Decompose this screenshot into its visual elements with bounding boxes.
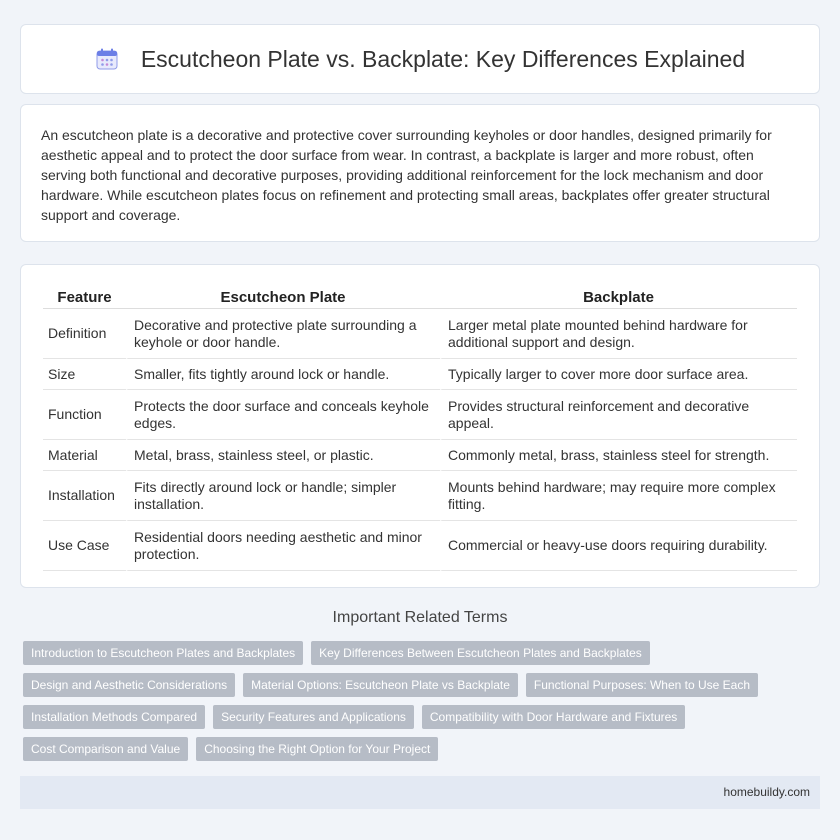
- cell-escutcheon: Residential doors needing aesthetic and minor protection.: [126, 521, 440, 571]
- comparison-table-card: [20, 264, 820, 588]
- calendar-icon: [95, 47, 119, 71]
- footer: [20, 776, 820, 809]
- page-title: Escutcheon Plate vs. Backplate: Key Differences Explained: [140, 45, 746, 72]
- related-term-tag[interactable]: Material Options: Escutcheon Plate vs Backplate: [243, 673, 518, 697]
- table-row: [43, 471, 797, 521]
- cell-escutcheon: Smaller, fits tightly around lock or handle.: [126, 359, 440, 390]
- cell-backplate: Commercial or heavy-use doors requiring durability.: [440, 521, 797, 571]
- cell-feature: Function: [43, 390, 126, 440]
- related-terms-tags: [23, 641, 823, 769]
- header-feature: Feature: [43, 283, 126, 309]
- cell-backplate: Larger metal plate mounted behind hardware for additional support and design.: [440, 309, 797, 359]
- cell-backplate: Mounts behind hardware; may require more complex fitting.: [440, 471, 797, 521]
- related-term-tag[interactable]: Functional Purposes: When to Use Each: [526, 673, 758, 697]
- footer-site[interactable]: homebuildy.com: [723, 785, 810, 799]
- cell-escutcheon: Fits directly around lock or handle; simpler installation.: [126, 471, 440, 521]
- table-row: [43, 309, 797, 359]
- cell-feature: Definition: [43, 309, 126, 359]
- cell-escutcheon: Metal, brass, stainless steel, or plastic.: [126, 440, 440, 471]
- related-term-tag[interactable]: Security Features and Applications: [213, 705, 414, 729]
- table-row: [43, 390, 797, 440]
- cell-backplate: Provides structural reinforcement and decorative appeal.: [440, 390, 797, 440]
- cell-feature: Size: [43, 359, 126, 390]
- intro-text: An escutcheon plate is a decorative and protective cover surrounding keyholes or door handles, designed primarily for aesthetic appeal and to protect the door surface from wear. In contrast, a backplate is larger and more robust, often serving both functional and decorative purposes, providing additional reinforcement for the lock mechanism and door hardware. While escutcheon plates focus on refinement and protecting small areas, backplates offer greater structural support and coverage.: [41, 127, 772, 223]
- table-row: [43, 359, 797, 390]
- related-term-tag[interactable]: Introduction to Escutcheon Plates and Backplates: [23, 641, 303, 665]
- header-backplate: Backplate: [440, 283, 797, 309]
- tag-row: [23, 641, 823, 665]
- cell-escutcheon: Decorative and protective plate surrounding a keyhole or door handle.: [126, 309, 440, 359]
- table-header-row: [43, 283, 797, 309]
- header-escutcheon-plate: Escutcheon Plate: [126, 283, 440, 309]
- header-card: [20, 24, 820, 94]
- related-term-tag[interactable]: Compatibility with Door Hardware and Fixtures: [422, 705, 685, 729]
- cell-feature: Material: [43, 440, 126, 471]
- related-term-tag[interactable]: Design and Aesthetic Considerations: [23, 673, 235, 697]
- tag-row: [23, 673, 823, 697]
- cell-backplate: Typically larger to cover more door surface area.: [440, 359, 797, 390]
- cell-feature: Installation: [43, 471, 126, 521]
- cell-escutcheon: Protects the door surface and conceals keyhole edges.: [126, 390, 440, 440]
- comparison-table: [43, 283, 797, 571]
- cell-backplate: Commonly metal, brass, stainless steel for strength.: [440, 440, 797, 471]
- related-term-tag[interactable]: Choosing the Right Option for Your Project: [196, 737, 438, 761]
- cell-feature: Use Case: [43, 521, 126, 571]
- related-term-tag[interactable]: Installation Methods Compared: [23, 705, 205, 729]
- related-term-tag[interactable]: Key Differences Between Escutcheon Plates and Backplates: [311, 641, 650, 665]
- table-row: [43, 521, 797, 571]
- intro-card: [20, 104, 820, 242]
- table-row: [43, 440, 797, 471]
- related-term-tag[interactable]: Cost Comparison and Value: [23, 737, 188, 761]
- tag-row: [23, 705, 823, 729]
- tag-row: [23, 737, 823, 761]
- related-terms-title: Important Related Terms: [332, 609, 508, 626]
